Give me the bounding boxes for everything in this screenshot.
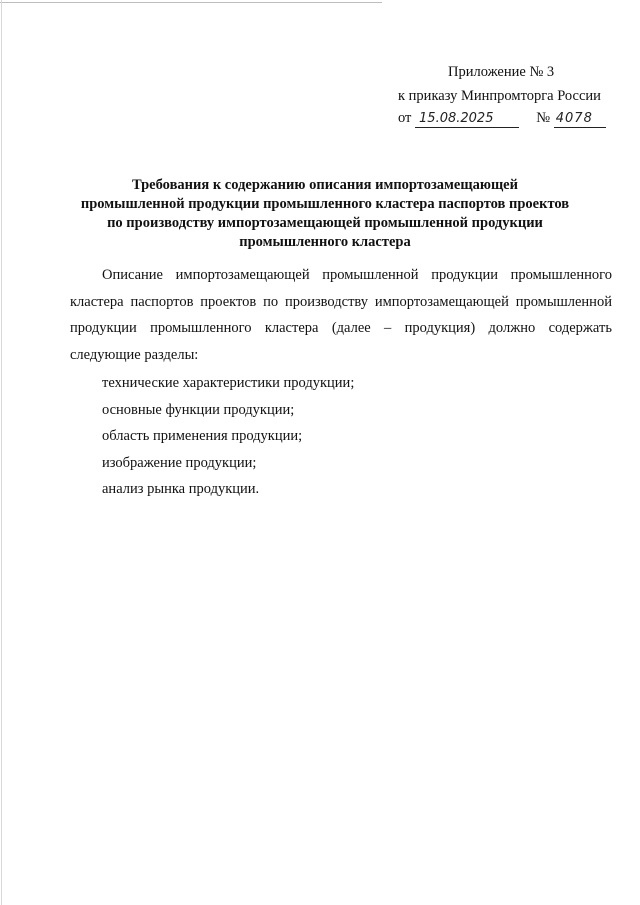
word: (далее bbox=[331, 320, 371, 336]
word: импортозамещающей bbox=[175, 267, 310, 283]
word: промышленной bbox=[322, 267, 419, 283]
list-item: изображение продукции; bbox=[102, 454, 257, 471]
order-reference: к приказу Минпромторга России bbox=[398, 88, 601, 104]
appendix-header bbox=[398, 60, 628, 128]
handwritten-number: 4078 bbox=[554, 111, 606, 128]
paragraph-line-2 bbox=[70, 289, 612, 316]
word: по bbox=[263, 293, 279, 310]
title-line: Требования к содержанию описания импортозамещающей bbox=[132, 177, 518, 193]
appendix-title: Приложение № 3 bbox=[448, 64, 555, 80]
word: содержать bbox=[548, 320, 612, 336]
word: Описание bbox=[102, 267, 163, 283]
title-line: по производству импортозамещающей промышленной продукции bbox=[107, 215, 543, 231]
word: – bbox=[384, 320, 392, 336]
paragraph-line-3 bbox=[70, 315, 612, 342]
word: кластера bbox=[70, 293, 124, 310]
word: паспортов bbox=[130, 293, 194, 310]
word: импортозамещающей bbox=[374, 293, 509, 310]
handwritten-date: 15.08.2025 bbox=[415, 111, 519, 128]
title-line: промышленной продукции промышленного кластера паспортов проектов bbox=[80, 196, 570, 212]
paragraph-line-4: следующие разделы: bbox=[70, 346, 199, 363]
list-item: анализ рынка продукции. bbox=[102, 481, 260, 497]
title-line: промышленного кластера bbox=[239, 234, 411, 250]
sections-list bbox=[70, 370, 612, 503]
word: продукция) bbox=[404, 320, 476, 336]
word: промышленного bbox=[150, 320, 252, 336]
scan-border-left bbox=[1, 0, 2, 905]
word: должно bbox=[488, 320, 536, 336]
word: промышленной bbox=[515, 293, 612, 310]
word: кластера bbox=[264, 320, 319, 336]
paragraph-line-1 bbox=[70, 262, 612, 289]
document-body bbox=[70, 262, 612, 503]
word: промышленного bbox=[510, 267, 612, 283]
from-label: от bbox=[398, 110, 412, 126]
word: продукции bbox=[431, 267, 498, 283]
order-date-number-line bbox=[398, 108, 628, 128]
list-item: основные функции продукции; bbox=[102, 401, 295, 418]
list-item: область применения продукции; bbox=[102, 428, 303, 444]
scan-border-top bbox=[0, 2, 382, 3]
word: производству bbox=[284, 293, 369, 310]
word: продукции bbox=[70, 320, 137, 336]
number-label: № bbox=[536, 110, 551, 126]
word: проектов bbox=[200, 293, 257, 310]
list-item: технические характеристики продукции; bbox=[102, 375, 355, 391]
document-title bbox=[70, 176, 580, 252]
